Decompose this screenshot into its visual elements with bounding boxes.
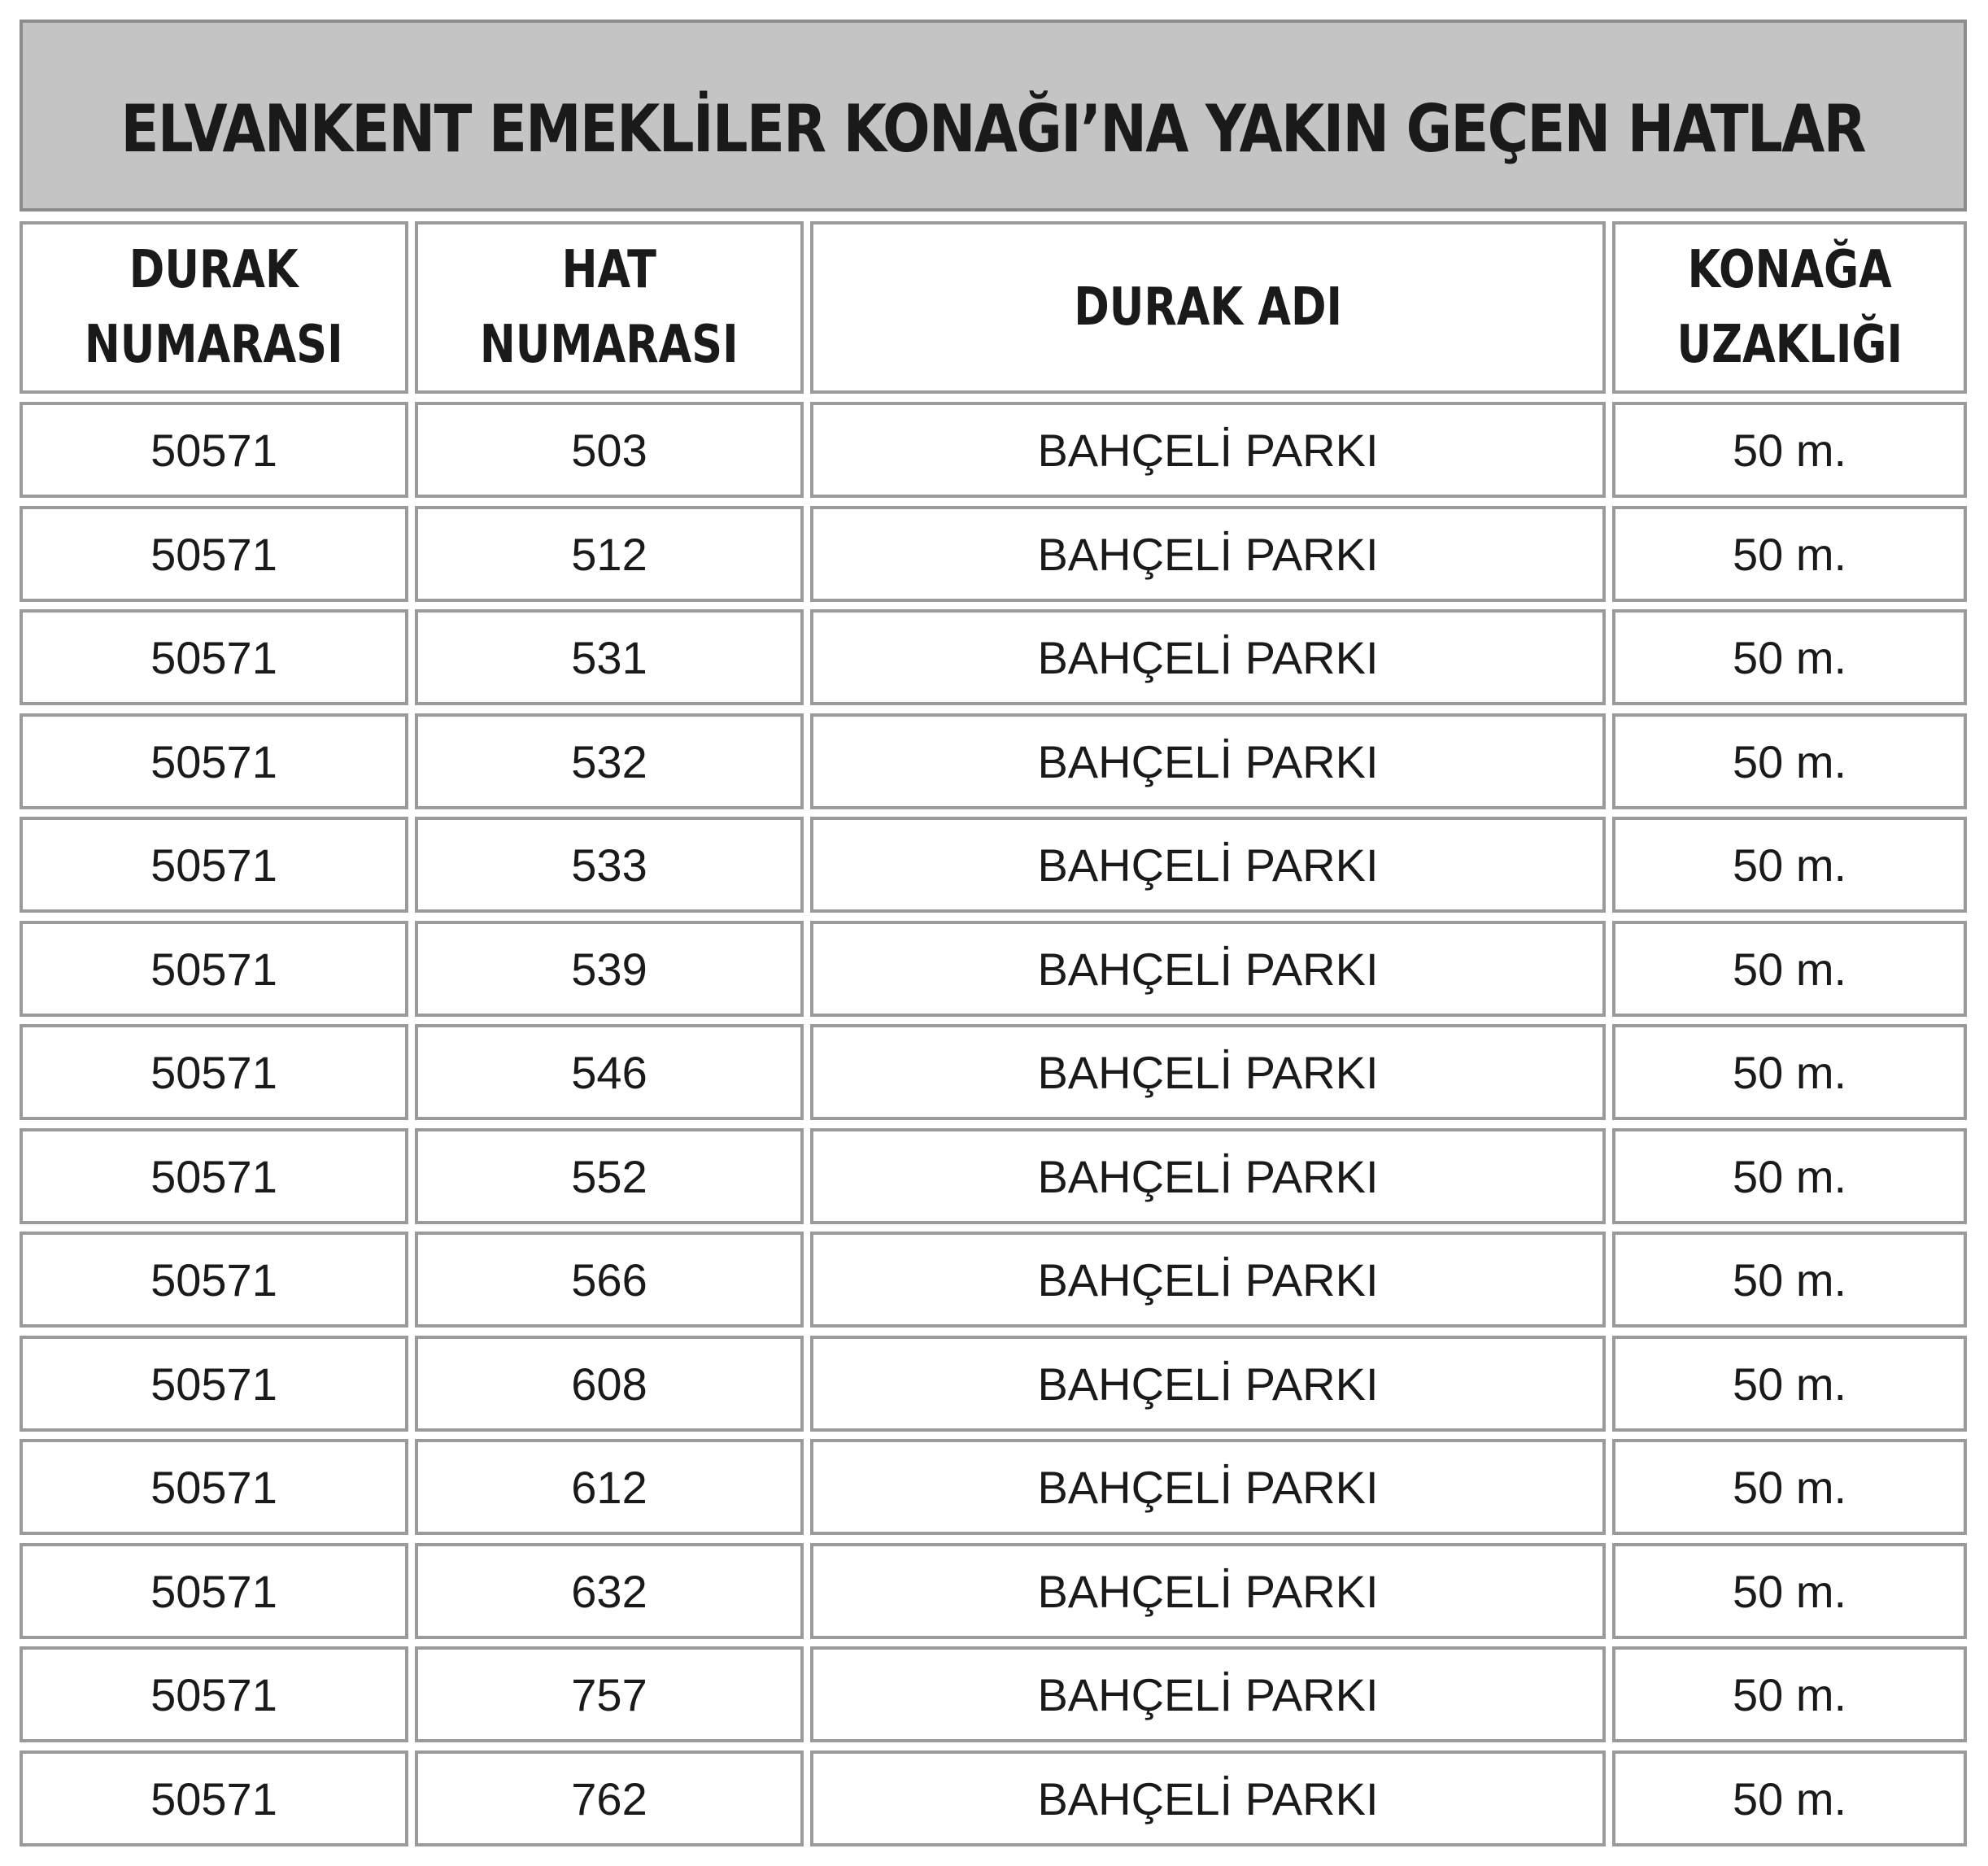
cell-hat-numarasi [415, 506, 804, 602]
cell-value: 50571 [150, 1668, 277, 1720]
cell-value: 632 [571, 1565, 647, 1617]
cell-konaga-uzakligi [1612, 609, 1967, 705]
cell-value: BAHÇELİ PARKI [1037, 1253, 1379, 1306]
cell-konaga-uzakligi [1612, 713, 1967, 809]
cell-durak-adi [810, 1439, 1606, 1535]
cell-hat-numarasi [415, 1750, 804, 1846]
cell-konaga-uzakligi [1612, 402, 1967, 498]
cell-durak-adi [810, 506, 1606, 602]
cell-value: 762 [571, 1772, 647, 1825]
cell-value: 531 [571, 631, 647, 683]
cell-konaga-uzakligi [1612, 1232, 1967, 1328]
cell-konaga-uzakligi [1612, 817, 1967, 913]
cell-value: BAHÇELİ PARKI [1037, 839, 1379, 891]
cell-durak-numarasi [20, 1439, 408, 1535]
cell-hat-numarasi [415, 1543, 804, 1639]
header-label: DURAK ADI [1074, 277, 1342, 338]
cell-value: BAHÇELİ PARKI [1037, 735, 1379, 787]
cell-value: 50 m. [1732, 1358, 1847, 1410]
cell-value: 50571 [150, 1253, 277, 1306]
title-banner [20, 20, 1967, 211]
cell-value: BAHÇELİ PARKI [1037, 1150, 1379, 1202]
cell-durak-numarasi [20, 1750, 408, 1846]
cell-value: BAHÇELİ PARKI [1037, 1565, 1379, 1617]
header-cell-durak-numarasi [20, 221, 408, 394]
header-cell-durak-adi [810, 221, 1606, 394]
cell-value: 532 [571, 735, 647, 787]
cell-durak-adi [810, 1336, 1606, 1432]
cell-value: 50571 [150, 1358, 277, 1410]
cell-hat-numarasi [415, 713, 804, 809]
cell-durak-numarasi [20, 609, 408, 705]
cell-durak-numarasi [20, 1646, 408, 1742]
cell-value: 608 [571, 1358, 647, 1410]
cell-value: 50571 [150, 1046, 277, 1098]
cell-durak-numarasi [20, 1232, 408, 1328]
cell-konaga-uzakligi [1612, 1646, 1967, 1742]
cell-value: BAHÇELİ PARKI [1037, 1046, 1379, 1098]
cell-hat-numarasi [415, 1646, 804, 1742]
cell-value: 50571 [150, 424, 277, 476]
cell-durak-adi [810, 1543, 1606, 1639]
cell-durak-numarasi [20, 506, 408, 602]
cell-konaga-uzakligi [1612, 921, 1967, 1017]
cell-durak-numarasi [20, 1336, 408, 1432]
cell-value: 50571 [150, 1150, 277, 1202]
cell-value: 50571 [150, 735, 277, 787]
cell-konaga-uzakligi [1612, 506, 1967, 602]
cell-value: 50571 [150, 1772, 277, 1825]
cell-durak-adi [810, 1128, 1606, 1224]
cell-durak-numarasi [20, 1024, 408, 1120]
cell-value: 533 [571, 839, 647, 891]
cell-durak-numarasi [20, 1543, 408, 1639]
cell-value: BAHÇELİ PARKI [1037, 1358, 1379, 1410]
cell-value: BAHÇELİ PARKI [1037, 631, 1379, 683]
header-label: KONAĞA UZAKLIĞI [1676, 240, 1903, 375]
cell-value: 50 m. [1732, 735, 1847, 787]
cell-hat-numarasi [415, 609, 804, 705]
cell-value: 50 m. [1732, 1565, 1847, 1617]
cell-durak-numarasi [20, 921, 408, 1017]
cell-value: 757 [571, 1668, 647, 1720]
cell-value: 50 m. [1732, 1150, 1847, 1202]
cell-durak-adi [810, 817, 1606, 913]
cell-durak-adi [810, 1750, 1606, 1846]
cell-durak-adi [810, 609, 1606, 705]
cell-value: 566 [571, 1253, 647, 1306]
cell-value: BAHÇELİ PARKI [1037, 943, 1379, 995]
cell-konaga-uzakligi [1612, 1439, 1967, 1535]
cell-konaga-uzakligi [1612, 1750, 1967, 1846]
page-title: ELVANKENT EMEKLİLER KONAĞI’NA YAKIN GEÇEN HATLAR [120, 90, 1866, 167]
cell-value: 50571 [150, 1565, 277, 1617]
cell-durak-adi [810, 402, 1606, 498]
cell-hat-numarasi [415, 1439, 804, 1535]
cell-value: 50571 [150, 1461, 277, 1513]
cell-konaga-uzakligi [1612, 1336, 1967, 1432]
cell-value: 503 [571, 424, 647, 476]
cell-value: 50 m. [1732, 631, 1847, 683]
cell-hat-numarasi [415, 817, 804, 913]
cell-hat-numarasi [415, 402, 804, 498]
cell-value: BAHÇELİ PARKI [1037, 1772, 1379, 1825]
cell-durak-adi [810, 1024, 1606, 1120]
cell-value: 50 m. [1732, 943, 1847, 995]
cell-hat-numarasi [415, 1336, 804, 1432]
cell-value: 50571 [150, 943, 277, 995]
cell-value: 50 m. [1732, 1046, 1847, 1098]
cell-value: 50571 [150, 528, 277, 580]
cell-durak-adi [810, 921, 1606, 1017]
cell-konaga-uzakligi [1612, 1024, 1967, 1120]
cell-value: 552 [571, 1150, 647, 1202]
cell-durak-adi [810, 1646, 1606, 1742]
cell-hat-numarasi [415, 1024, 804, 1120]
cell-value: BAHÇELİ PARKI [1037, 424, 1379, 476]
cell-value: 50 m. [1732, 1772, 1847, 1825]
cell-durak-numarasi [20, 713, 408, 809]
header-label: DURAK NUMARASI [85, 240, 343, 375]
cell-hat-numarasi [415, 1232, 804, 1328]
cell-konaga-uzakligi [1612, 1128, 1967, 1224]
cell-value: 546 [571, 1046, 647, 1098]
cell-value: 50 m. [1732, 424, 1847, 476]
cell-hat-numarasi [415, 1128, 804, 1224]
header-cell-hat-numarasi [415, 221, 804, 394]
header-label: HAT NUMARASI [480, 240, 739, 375]
cell-value: 539 [571, 943, 647, 995]
cell-value: 50 m. [1732, 1668, 1847, 1720]
header-cell-konaga-uzakligi [1612, 221, 1967, 394]
cell-value: BAHÇELİ PARKI [1037, 1461, 1379, 1513]
cell-durak-numarasi [20, 817, 408, 913]
cell-durak-numarasi [20, 1128, 408, 1224]
cell-value: 512 [571, 528, 647, 580]
cell-durak-adi [810, 713, 1606, 809]
cell-value: BAHÇELİ PARKI [1037, 528, 1379, 580]
cell-value: 50571 [150, 839, 277, 891]
cell-konaga-uzakligi [1612, 1543, 1967, 1639]
cell-value: 612 [571, 1461, 647, 1513]
cell-hat-numarasi [415, 921, 804, 1017]
cell-value: 50 m. [1732, 839, 1847, 891]
cell-value: 50 m. [1732, 1461, 1847, 1513]
cell-value: 50571 [150, 631, 277, 683]
cell-value: BAHÇELİ PARKI [1037, 1668, 1379, 1720]
cell-durak-numarasi [20, 402, 408, 498]
cell-value: 50 m. [1732, 1253, 1847, 1306]
cell-durak-adi [810, 1232, 1606, 1328]
cell-value: 50 m. [1732, 528, 1847, 580]
